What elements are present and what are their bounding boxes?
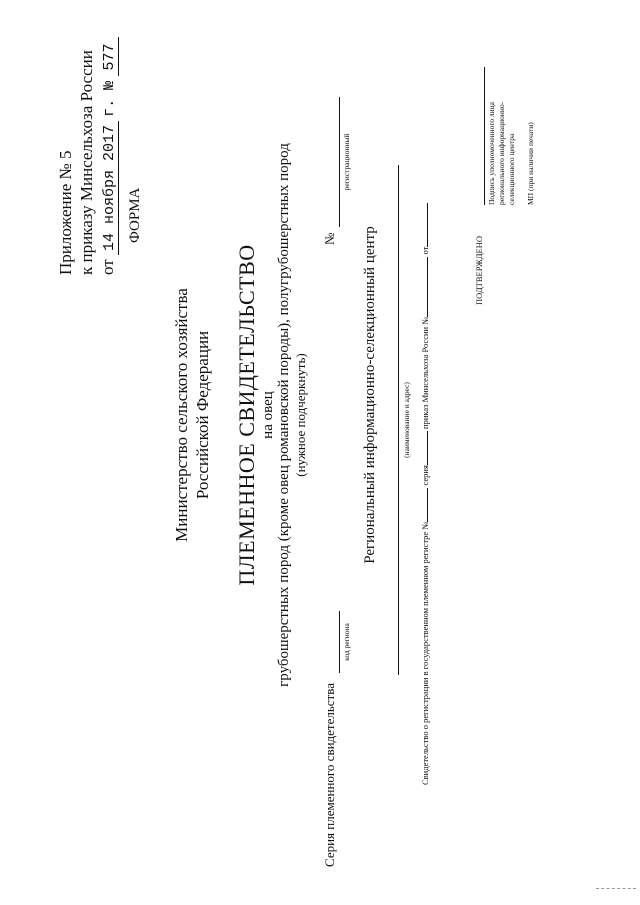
certificate-title: ПЛЕМЕННОЕ СВИДЕТЕЛЬСТВО — [234, 244, 259, 586]
appendix-line-2: к приказу Минсельхоза России — [77, 50, 96, 275]
scan-edge-mark — [596, 888, 636, 889]
state-registry-series: серия — [420, 465, 430, 486]
form-label: ФОРМА — [127, 187, 143, 243]
confirmed-label: ПОДТВЕРЖДЕНО — [474, 235, 484, 305]
center-caption: (наименование и адрес) — [402, 382, 411, 458]
series-label: Серия племенного свидетельства — [322, 683, 337, 867]
signature-line — [484, 67, 485, 205]
appendix-number: 577 — [101, 37, 119, 76]
signature-caption-3: селекционного центра — [507, 133, 516, 205]
appendix-date: 14 ноября 2017 — [101, 121, 119, 255]
ministry-line-2: Российской Федерации — [193, 330, 212, 500]
center-line — [398, 165, 399, 675]
series-line — [339, 611, 340, 673]
series-caption: код региона — [342, 623, 351, 661]
stamp-caption: МП (при наличии печати) — [526, 122, 535, 205]
appendix-from: от — [98, 259, 117, 275]
state-registry-prefix: Свидетельство о регистрации в государственном племенном регистре № — [420, 521, 430, 785]
state-registry-line — [420, 203, 430, 785]
certificate-subtitle-2: грубошерстных пород (кроме овец романовской породы), полугрубошерстных пород — [276, 143, 292, 687]
appendix-suffix: г. № — [101, 80, 118, 117]
signature-caption-2: регионального информационно- — [497, 101, 506, 205]
registration-line — [339, 97, 340, 227]
state-registry-order: приказ Минсельхоза России № — [420, 316, 430, 429]
appendix-line-1: Приложение № 5 — [56, 150, 75, 275]
appendix-line-3 — [98, 37, 118, 275]
registration-caption: регистрационный — [342, 133, 351, 191]
certificate-subtitle-1: на овец — [260, 391, 276, 439]
certificate-subtitle-3: (нужное подчеркнуть) — [293, 353, 308, 477]
ministry-line-1: Министерство сельского хозяйства — [172, 288, 191, 542]
signature-caption-1: Подпись уполномоченного лица — [487, 102, 496, 205]
registration-label: № — [322, 232, 337, 245]
state-registry-from: от — [420, 246, 430, 255]
center-label: Региональный информационно-селекционный центр — [362, 226, 378, 564]
